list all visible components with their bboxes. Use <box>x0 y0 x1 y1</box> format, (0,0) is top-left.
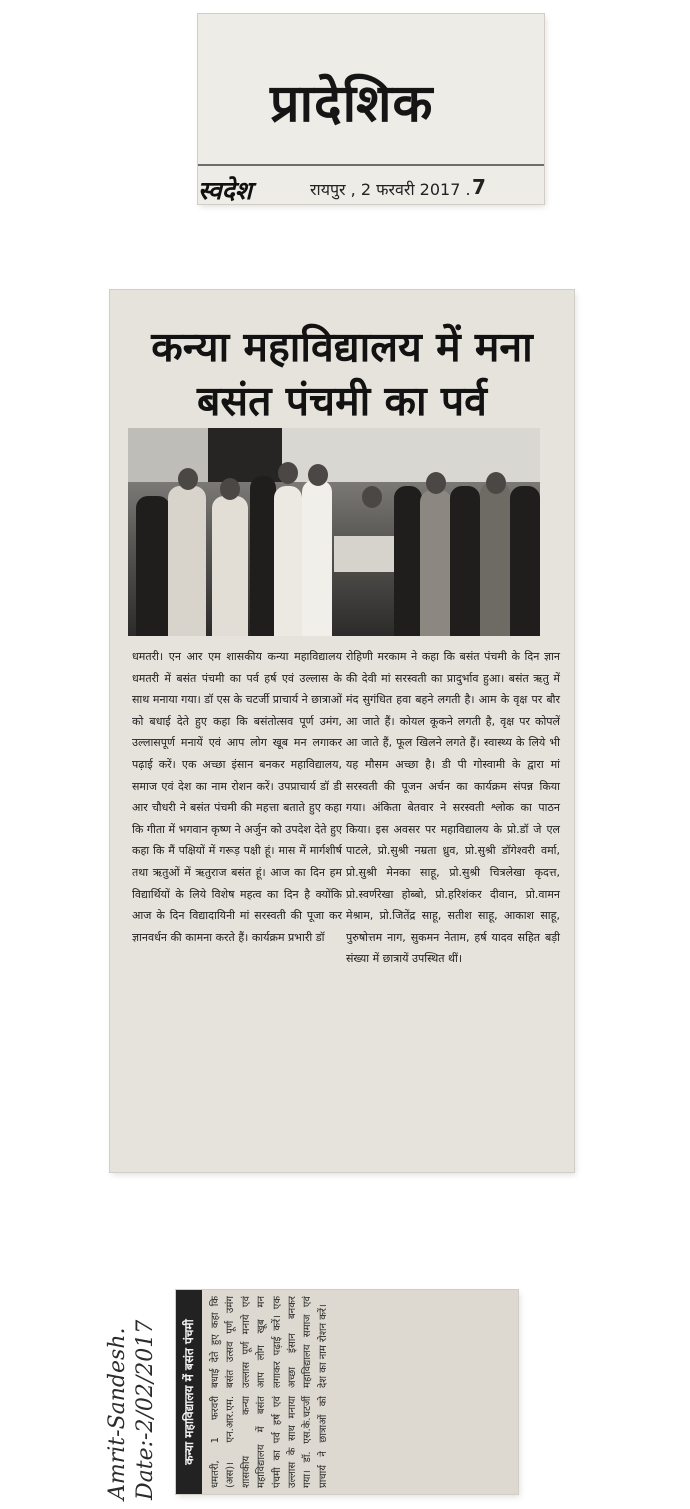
photo-person <box>480 482 510 636</box>
section-title: प्रादेशिक <box>270 73 434 134</box>
page-number: 7 <box>472 175 486 199</box>
handwritten-date: Date:-2/02/2017 <box>133 1319 158 1500</box>
newspaper-logo: स्वदेश <box>198 176 252 205</box>
article-headline: कन्या महाविद्यालय में मना बसंत पंचमी का पर्व <box>151 323 533 425</box>
article-clipping <box>110 290 574 1172</box>
photo-person <box>420 490 452 636</box>
photo-face <box>178 468 198 490</box>
photo-person <box>250 476 276 636</box>
photo-face <box>220 478 240 500</box>
rotated-clipping <box>176 1290 518 1494</box>
photo-doorway <box>208 428 282 482</box>
rotated-clipping-body: धमतरी, 1 फरवरी (अस)। एन.आर.एम. शासकीय कन्या महाविद्यालय में बसंत पंचमी का पर्व हर्ष एवं उल्लास के साथ मनाया गया। डॉ. एस.के.चटर्जी प्राचार्य ने छात्राओं को बधाई देते हुए कहा कि बसंत उत्सव पूर्ण उमंग उल्लास पूर्ण मनाये एवं आप लोग खूब मन लगाकर पढ़ाई करें। एक अच्छा इंसान बनकर महाविद्यालय समाज एवं देश का नाम रोशन करें। <box>210 1296 329 1488</box>
photo-face <box>308 464 328 486</box>
photo-person <box>136 496 170 636</box>
dateline: रायपुर , 2 फरवरी 2017 . <box>310 180 471 199</box>
handwritten-note <box>104 1320 160 1500</box>
photo-face <box>426 472 446 494</box>
rotated-clipping-content <box>176 1290 518 1494</box>
photo-person <box>274 486 302 636</box>
photo-face <box>362 486 382 508</box>
rotated-clipping-headline: कन्या महाविद्यालय में बसंत पंचमी <box>176 1290 202 1494</box>
header-clipping <box>198 14 544 204</box>
photo-person <box>394 486 422 636</box>
photo-person <box>510 486 540 636</box>
photo-altar-table <box>334 536 396 572</box>
photo-person <box>168 486 206 636</box>
photo-person <box>450 486 480 636</box>
article-column-left: धमतरी। एन आर एम शासकीय कन्या महाविद्यालय धमतरी में बसंत पंचमी का पर्व हर्ष एवं उल्लास के साथ मनाया गया। डॉ एस के चटर्जी प्राचार्य ने छात्राओं को बधाई देते हुए कहा कि बसंतोत्सव पूर्ण उमंग, उल्लासपूर्ण मनायें एवं आप लोग खूब मन लगाकर पढ़ाई करें। एक अच्छा इंसान बनकर महाविद्यालय, समाज एवं देश का नाम रोशन करें। उपप्राचार्य डॉ डी आर चौधरी ने बसंत पंचमी की महत्ता बताते हुए कहा कि गीता में भगवान कृष्ण ने अर्जुन को उपदेश देते हुए कहा कि मैं पक्षियों में गरूड़ पक्षी हूं। मास में मार्गशीर्ष तथा ऋतुओं में ऋतुराज बसंत हूं। आज का दिन हम विद्यार्थियों के लिये विशेष महत्व का दिन है क्योंकि आज के दिन विद्यादायिनी मां सरस्वती की पूजा कर ज्ञानवर्धन की कामना करते हैं। कार्यक्रम प्रभारी डॉ <box>132 650 342 944</box>
masthead-row <box>198 164 544 204</box>
photo-face <box>486 472 506 494</box>
article-column-right: रोहिणी मरकाम ने कहा कि बसंत पंचमी के दिन ज्ञान की देवी मां सरस्वती का प्रादुर्भाव हुआ। बसंत ऋतु में मंद सुगंधित हवा बहने लगती है। आम के वृक्ष पर बौर आ जाते हैं। कोयल कूकने लगती है, वृक्ष पर कोपलें आ जाते हैं, फूल खिलने लगते हैं। स्वास्थ्य के लिये भी यह मौसम अच्छा है। डी पी गोस्वामी के द्वारा मां सरस्वती की पूजन अर्चन का कार्यक्रम संपन्न किया गया। अंकिता बेतवार ने सरस्वती श्लोक का पाठन किया। इस अवसर पर महाविद्यालय के प्रो.डॉ जे एल पाटले, प्रो.सुश्री नम्रता ध्रुव, प्रो.सुश्री डॉगेश्वरी वर्मा, प्रो.सुश्री मेनका साहू, प्रो.सुश्री चित्रलेखा कृदत्त, प्रो.स्वर्णरेखा होब्बो, प्रो.हरिशंकर दीवान, प्रो.वामन मेश्राम, प्रो.जितेंद्र साहू, सतीश साहू, आकाश साहू, पुरुषोत्तम नाग, सुकमन नेताम, हर्ष यादव सहित बड़ी संख्या में छात्रायें उपस्थित थीं। <box>346 650 560 966</box>
event-photo <box>128 428 540 636</box>
photo-person <box>212 496 248 636</box>
photo-face <box>278 462 298 484</box>
handwritten-source: Amrit-Sandesh. <box>105 1327 130 1500</box>
photo-person <box>302 480 332 636</box>
